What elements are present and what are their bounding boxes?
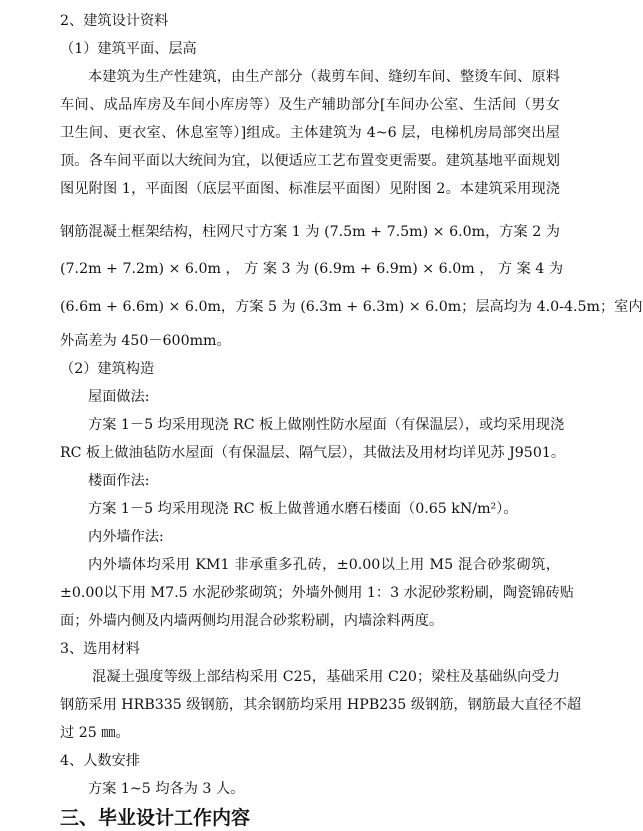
heading-selected-materials: 3、选用材料 bbox=[60, 641, 140, 657]
heading-building-design-data: 2、建筑设计资料 bbox=[60, 13, 169, 29]
floor-method-line: 方案 1－5 均采用现浇 RC 板上做普通水磨石楼面（0.65 kN/m²）。 bbox=[88, 501, 518, 517]
section-title-graduation-design-content: 三、毕业设计工作内容 bbox=[60, 807, 251, 829]
paragraph-line: 车间、成品库房及车间小库房等）及生产辅助部分[车间办公室、生活间（男女 bbox=[60, 97, 560, 113]
floor-method-title: 楼面作法: bbox=[88, 473, 150, 489]
paragraph-line-formula: (7.2m + 7.2m) × 6.0m ， 方 案 3 为 (6.9m + 6.9m) × 6.0m ， 方 案 4 为 bbox=[60, 261, 564, 277]
subheading-building-construction: （2）建筑构造 bbox=[60, 361, 155, 377]
materials-line: 混凝土强度等级上部结构采用 C25，基础采用 C20；梁柱及基础纵向受力 bbox=[92, 669, 560, 685]
paragraph-line: 卫生间、更衣室、休息室等）]组成。主体建筑为 4~6 层，电梯机房局部突出屋 bbox=[60, 125, 560, 141]
paragraph-line-formula: 钢筋混凝土框架结构，柱网尺寸方案 1 为 (7.5m + 7.5m) × 6.0m，方案 2 为 bbox=[60, 224, 560, 240]
staffing-line: 方案 1~5 均各为 3 人。 bbox=[88, 781, 245, 797]
heading-staffing: 4、人数安排 bbox=[60, 753, 140, 769]
paragraph-line-formula: (6.6m + 6.6m) × 6.0m，方案 5 为 (6.3m + 6.3m) × 6.0m；层高均为 4.0-4.5m；室内 bbox=[60, 299, 643, 315]
roof-method-line: 方案 1－5 均采用现浇 RC 板上做刚性防水屋面（有保温层），或均采用现浇 bbox=[88, 417, 565, 433]
paragraph-line: 顶。各车间平面以大统间为宜，以便适应工艺布置变更需要。建筑基地平面规划 bbox=[60, 153, 560, 169]
materials-line: 过 25 ㎜。 bbox=[60, 725, 130, 741]
materials-line: 钢筋采用 HRB335 级钢筋，其余钢筋均采用 HPB235 级钢筋，钢筋最大直径不超 bbox=[60, 697, 582, 713]
paragraph-line: 图见附图 1，平面图（底层平面图、标准层平面图）见附图 2。本建筑采用现浇 bbox=[60, 181, 560, 197]
paragraph-line: 本建筑为生产性建筑，由生产部分（裁剪车间、缝纫车间、整烫车间、原料 bbox=[88, 69, 560, 85]
roof-method-title: 屋面做法: bbox=[88, 389, 150, 405]
wall-method-line: ±0.00以下用 M7.5 水泥砂浆砌筑；外墙外侧用 1：3 水泥砂浆粉刷，陶瓷锦砖贴 bbox=[60, 585, 574, 601]
roof-method-line: RC 板上做油毡防水屋面（有保温层、隔气层），其做法及用材均详见苏 J9501。 bbox=[60, 445, 566, 461]
paragraph-line: 外高差为 450－600mm。 bbox=[60, 333, 231, 349]
subheading-plan-and-storey-height: （1）建筑平面、层高 bbox=[60, 41, 197, 57]
wall-method-line: 内外墙体均采用 KM1 非承重多孔砖，±0.00以上用 M5 混合砂浆砌筑， bbox=[88, 557, 560, 573]
wall-method-title: 内外墙作法: bbox=[88, 529, 164, 545]
wall-method-line: 面；外墙内侧及内墙两侧均用混合砂浆粉刷，内墙涂料两度。 bbox=[60, 613, 444, 629]
